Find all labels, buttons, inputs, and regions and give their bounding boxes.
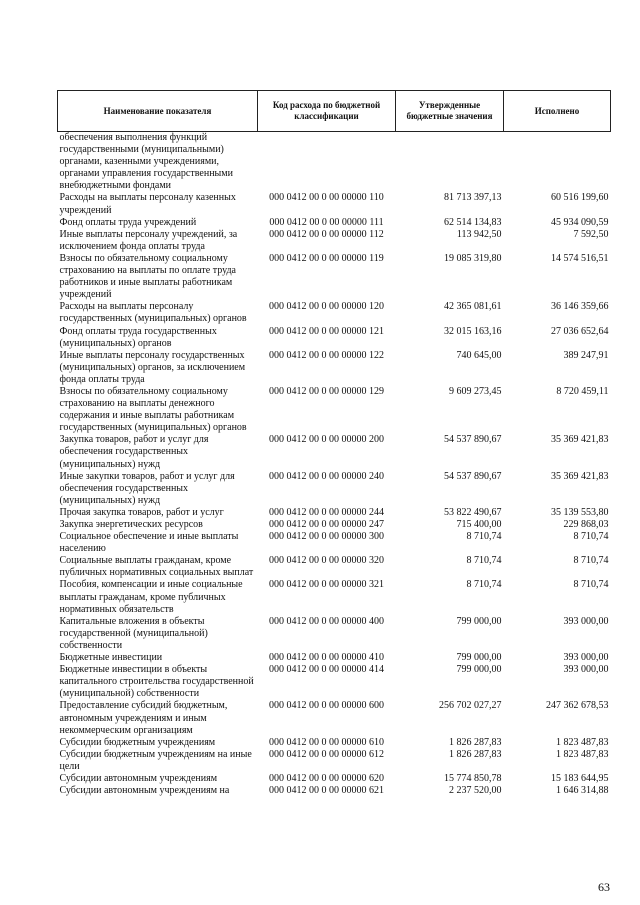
table-row (58, 579, 611, 615)
row-approved-cell: 54 537 890,67 (444, 434, 502, 446)
row-code-cell: 000 0412 00 0 00 00000 612 (269, 748, 384, 760)
row-code-cell: 000 0412 00 0 00 00000 110 (269, 192, 384, 204)
table-row (58, 217, 611, 229)
table-body (58, 132, 611, 798)
row-approved-cell: 740 645,00 (456, 349, 502, 361)
row-executed-cell: 14 574 516,51 (551, 252, 609, 264)
row-approved-cell: 81 713 397,13 (444, 192, 502, 204)
row-name-cell: Иные закупки товаров, работ и услуг для обеспечения государственных (муниципальных) нужд (59, 470, 235, 506)
row-code-cell: 000 0412 00 0 00 00000 120 (269, 301, 384, 313)
table-row (58, 749, 611, 773)
row-name-cell: Фонд оплаты труда учреждений (59, 216, 197, 228)
row-approved-cell: 8 710,74 (466, 555, 502, 567)
table-row (58, 555, 611, 579)
row-executed-cell: 8 720 459,11 (556, 385, 609, 397)
row-code-cell: 000 0412 00 0 00 00000 620 (269, 772, 384, 784)
row-executed-cell: 15 183 644,95 (551, 772, 609, 784)
table-row (58, 350, 611, 386)
row-name-cell: Субсидии автономным учреждениям на (59, 785, 230, 797)
table-row (58, 192, 611, 216)
row-executed-cell: 229 868,03 (563, 519, 609, 530)
row-approved-cell: 1 826 287,83 (449, 748, 502, 760)
row-executed-cell: 27 036 652,64 (551, 325, 609, 337)
row-name-cell: Субсидии бюджетным учреждениям на иные цели (59, 748, 252, 772)
row-name-cell: Субсидии бюджетным учреждениям (59, 736, 216, 748)
row-executed-cell: 36 146 359,66 (551, 301, 609, 313)
row-approved-cell: 799 000,00 (456, 664, 502, 676)
table-row (58, 132, 611, 193)
row-approved-cell: 799 000,00 (456, 652, 502, 664)
row-name-cell: Бюджетные инвестиции в объекты капитального строительства государственной (муниципальной) собственности (59, 664, 254, 700)
row-approved-cell: 2 237 520,00 (449, 785, 502, 797)
row-executed-cell: 389 247,91 (563, 349, 609, 361)
row-executed-cell: 1 823 487,83 (556, 748, 609, 760)
row-executed-cell: 393 000,00 (563, 615, 609, 627)
row-code-cell: 000 0412 00 0 00 00000 600 (269, 700, 384, 712)
row-name-cell: Социальные выплаты гражданам, кроме публичных нормативных социальных выплат (59, 555, 254, 579)
row-executed-cell: 35 369 421,83 (551, 470, 609, 482)
row-executed-cell: 8 710,74 (573, 555, 609, 567)
row-approved-cell: 8 710,74 (466, 531, 502, 543)
row-approved-cell: 799 000,00 (456, 615, 502, 627)
row-code-cell: 000 0412 00 0 00 00000 122 (269, 349, 384, 361)
row-name-cell: Прочая закупка товаров, работ и услуг (59, 506, 224, 518)
row-name-cell: Закупка энергетических ресурсов (59, 519, 203, 530)
row-code-cell: 000 0412 00 0 00 00000 621 (269, 785, 384, 797)
row-approved-cell: 15 774 850,78 (444, 772, 502, 784)
table-row (58, 253, 611, 301)
row-code-cell: 000 0412 00 0 00 00000 414 (269, 664, 384, 676)
row-executed-cell: 35 139 553,80 (551, 506, 609, 518)
row-code-cell: 000 0412 00 0 00 00000 321 (269, 579, 384, 591)
row-approved-cell: 9 609 273,45 (449, 385, 502, 397)
table-row (58, 652, 611, 664)
row-name-cell: Капитальные вложения в объекты государственной (муниципальной) собственности (59, 615, 208, 651)
row-executed-cell: 393 000,00 (563, 664, 609, 676)
row-name-cell: Закупка товаров, работ и услуг для обеспечения государственных (муниципальных) нужд (59, 434, 209, 470)
row-code-cell: 000 0412 00 0 00 00000 247 (269, 519, 384, 530)
table-row (58, 326, 611, 350)
table-header-row (58, 91, 611, 132)
row-approved-cell (396, 132, 504, 193)
row-code-cell: 000 0412 00 0 00 00000 240 (269, 470, 384, 482)
table-row (58, 507, 611, 519)
row-name-cell: Расходы на выплаты персоналу казенных учреждений (59, 192, 236, 216)
table-row (58, 737, 611, 749)
row-code-cell: 000 0412 00 0 00 00000 320 (269, 555, 384, 567)
row-name-cell: Субсидии автономным учреждениям (59, 772, 218, 784)
header-name: Наименование показателя (58, 91, 258, 132)
row-code-cell (258, 132, 396, 193)
table-row (58, 519, 611, 531)
row-name-cell: Социальное обеспечение и иные выплаты населению (59, 531, 239, 555)
row-code-cell: 000 0412 00 0 00 00000 129 (269, 385, 384, 397)
row-name-cell: Взносы по обязательному социальному страхованию на выплаты по оплате труда работников и иные выплаты работникам учреждений (59, 252, 236, 301)
row-code-cell: 000 0412 00 0 00 00000 119 (269, 252, 384, 264)
row-code-cell: 000 0412 00 0 00 00000 410 (269, 652, 384, 664)
table-row (58, 773, 611, 785)
row-name-cell: обеспечения выполнения функций государственными (муниципальными) органами, казенными учреждениями, органами управления государственными внебюджетными фондами (59, 132, 233, 192)
table-row (58, 700, 611, 736)
header-executed: Исполнено (504, 91, 611, 132)
row-executed-cell: 1 823 487,83 (556, 736, 609, 748)
header-code: Код расхода по бюджетной классификации (258, 91, 396, 132)
row-code-cell: 000 0412 00 0 00 00000 244 (269, 506, 384, 518)
row-approved-cell: 54 537 890,67 (444, 470, 502, 482)
row-approved-cell: 32 015 163,16 (444, 325, 502, 337)
row-name-cell: Предоставление субсидий бюджетным, автономным учреждениям и иным некоммерческим организациям (59, 700, 228, 736)
table-row (58, 386, 611, 434)
row-executed-cell: 8 710,74 (573, 531, 609, 543)
row-name-cell: Иные выплаты персоналу государственных (муниципальных) органов, за исключением фонда оплаты труда (59, 349, 246, 385)
row-code-cell: 000 0412 00 0 00 00000 610 (269, 736, 384, 748)
table-row (58, 785, 611, 797)
table-row (58, 434, 611, 470)
row-executed-cell: 45 934 090,59 (551, 216, 609, 228)
row-name-cell: Пособия, компенсации и иные социальные выплаты гражданам, кроме публичных нормативных обязательств (59, 579, 243, 615)
row-code-cell: 000 0412 00 0 00 00000 121 (269, 325, 384, 337)
row-executed-cell: 247 362 678,53 (546, 700, 609, 712)
row-executed-cell (504, 132, 611, 193)
row-executed-cell: 393 000,00 (563, 652, 609, 664)
table-row (58, 471, 611, 507)
row-executed-cell: 1 646 314,88 (556, 785, 609, 797)
table-row (58, 301, 611, 325)
row-name-cell: Взносы по обязательному социальному страхованию на выплаты денежного содержания и иные выплаты работникам государственных (муниципальных) органов (59, 385, 247, 434)
row-executed-cell: 7 592,50 (573, 228, 609, 240)
row-approved-cell: 715 400,00 (456, 519, 502, 530)
row-name-cell: Иные выплаты персоналу учреждений, за исключением фонда оплаты труда (59, 228, 238, 252)
table-row (58, 616, 611, 652)
row-name-cell: Расходы на выплаты персоналу государственных (муниципальных) органов (59, 301, 247, 325)
row-code-cell: 000 0412 00 0 00 00000 400 (269, 615, 384, 627)
row-approved-cell: 42 365 081,61 (444, 301, 502, 313)
row-approved-cell: 256 702 027,27 (439, 700, 502, 712)
budget-table (57, 90, 611, 797)
page-number: 63 (598, 880, 610, 894)
row-code-cell: 000 0412 00 0 00 00000 300 (269, 531, 384, 543)
table-row (58, 229, 611, 253)
header-approved: Утвержденные бюджетные значения (396, 91, 504, 132)
row-executed-cell: 8 710,74 (573, 579, 609, 591)
row-approved-cell: 8 710,74 (466, 579, 502, 591)
row-executed-cell: 60 516 199,60 (551, 192, 609, 204)
row-approved-cell: 19 085 319,80 (444, 252, 502, 264)
row-approved-cell: 113 942,50 (456, 228, 502, 240)
row-code-cell: 000 0412 00 0 00 00000 200 (269, 434, 384, 446)
row-executed-cell: 35 369 421,83 (551, 434, 609, 446)
row-code-cell: 000 0412 00 0 00 00000 111 (269, 216, 384, 228)
row-name-cell: Бюджетные инвестиции (59, 652, 163, 664)
row-code-cell: 000 0412 00 0 00 00000 112 (269, 228, 384, 240)
row-approved-cell: 53 822 490,67 (444, 506, 502, 518)
row-approved-cell: 1 826 287,83 (449, 736, 502, 748)
row-approved-cell: 62 514 134,83 (444, 216, 502, 228)
table-row (58, 664, 611, 700)
row-name-cell: Фонд оплаты труда государственных (муниципальных) органов (59, 325, 217, 349)
table-row (58, 531, 611, 555)
